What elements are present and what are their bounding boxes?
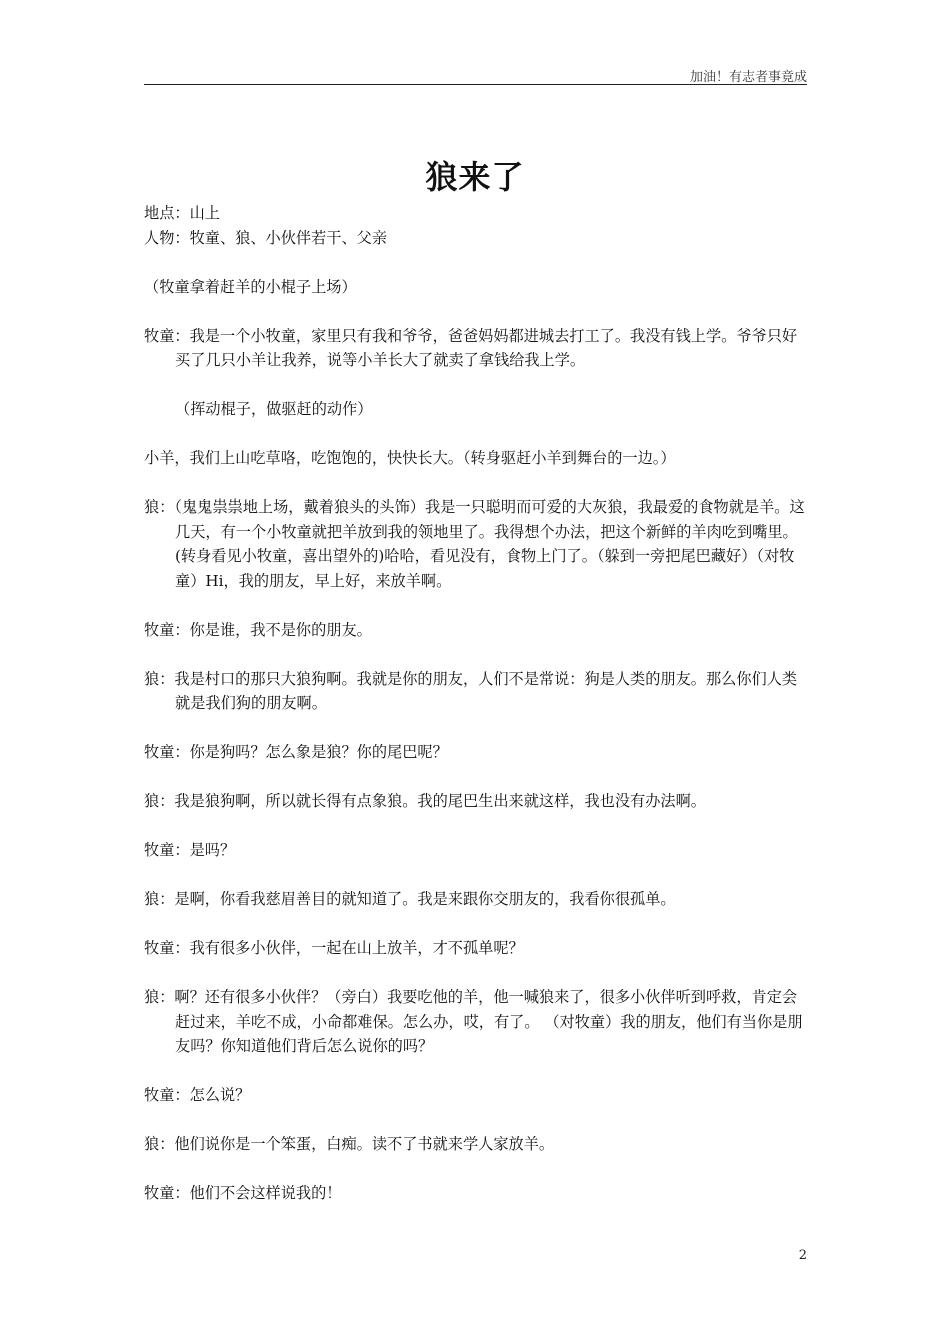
dialogue-line: 狼：啊？还有很多小伙伴？（旁白）我要吃他的羊，他一喊狼来了，很多小伙伴听到呼救，肯定会赶过来，羊吃不成，小命都难保。怎么办，哎，有了。 （对牧童）我的朋友，他们有当你是朋友吗？你知道他们背后怎么说你的吗？: [144, 988, 803, 1055]
script-body: [144, 201, 807, 1206]
header-rule: [144, 84, 807, 85]
stage-direction: （牧童拿着赶羊的小棍子上场）: [144, 277, 357, 296]
dialogue-line: 牧童：我是一个小牧童，家里只有我和爷爷，爸爸妈妈都进城去打工了。我没有钱上学。爷爷只好买了几只小羊让我养，说等小羊长大了就卖了拿钱给我上学。: [144, 326, 798, 369]
dialogue-line: 狼：他们说你是一个笨蛋，白痴。读不了书就来学人家放羊。: [144, 1135, 555, 1153]
dialogue-line: 狼：是啊，你看我慈眉善目的就知道了。我是来跟你交朋友的，我看你很孤单。: [144, 890, 676, 908]
dialogue-line: 牧童：是吗？: [144, 841, 236, 859]
document-title: 狼来了: [425, 158, 525, 196]
dialogue-line: 牧童：你是狗吗？怎么象是狼？你的尾巴呢？: [144, 743, 448, 761]
dialogue-line: 牧童：怎么说？: [144, 1086, 251, 1104]
page-number: 2: [798, 1248, 807, 1263]
dialogue-line: 狼：我是狼狗啊，所以就长得有点象狼。我的尾巴生出来就这样，我也没有办法啊。: [144, 792, 706, 810]
dialogue-line: 狼：（鬼鬼祟祟地上场，戴着狼头的头饰）我是一只聪明而可爱的大灰狼，我最爱的食物就是羊。这几天，有一个小牧童就把羊放到我的领地里了。我得想个办法，把这个新鲜的羊肉吃到嘴里。 (转身看见小牧童，喜出望外的)哈哈，看见没有，食物上门了。（躲到一旁把尾巴藏好）（对牧童）Hi，我的朋友，早上好，来放羊啊。: [144, 498, 805, 590]
page-header-text: 加油！有志者事竟成: [689, 70, 807, 85]
dialogue-line: 狼：我是村口的那只大狼狗啊。我就是你的朋友，人们不是常说：狗是人类的朋友。那么你们人类就是我们狗的朋友啊。: [144, 669, 798, 712]
dialogue-line: 牧童：他们不会这样说我的！: [144, 1184, 342, 1202]
dialogue-line: 牧童：我有很多小伙伴，一起在山上放羊，才不孤单呢？: [144, 939, 524, 957]
dialogue-line: 牧童：你是谁，我不是你的朋友。: [144, 620, 372, 639]
location-line: 地点：山上: [144, 204, 220, 222]
characters-line: 人物：牧童、狼、小伙伴若干、父亲: [144, 228, 387, 247]
dialogue-line: 小羊，我们上山吃草咯，吃饱饱的，快快长大。（转身驱赶小羊到舞台的一边。）: [144, 449, 676, 467]
stage-direction: （挥动棍子，做驱赶的动作）: [175, 400, 373, 418]
